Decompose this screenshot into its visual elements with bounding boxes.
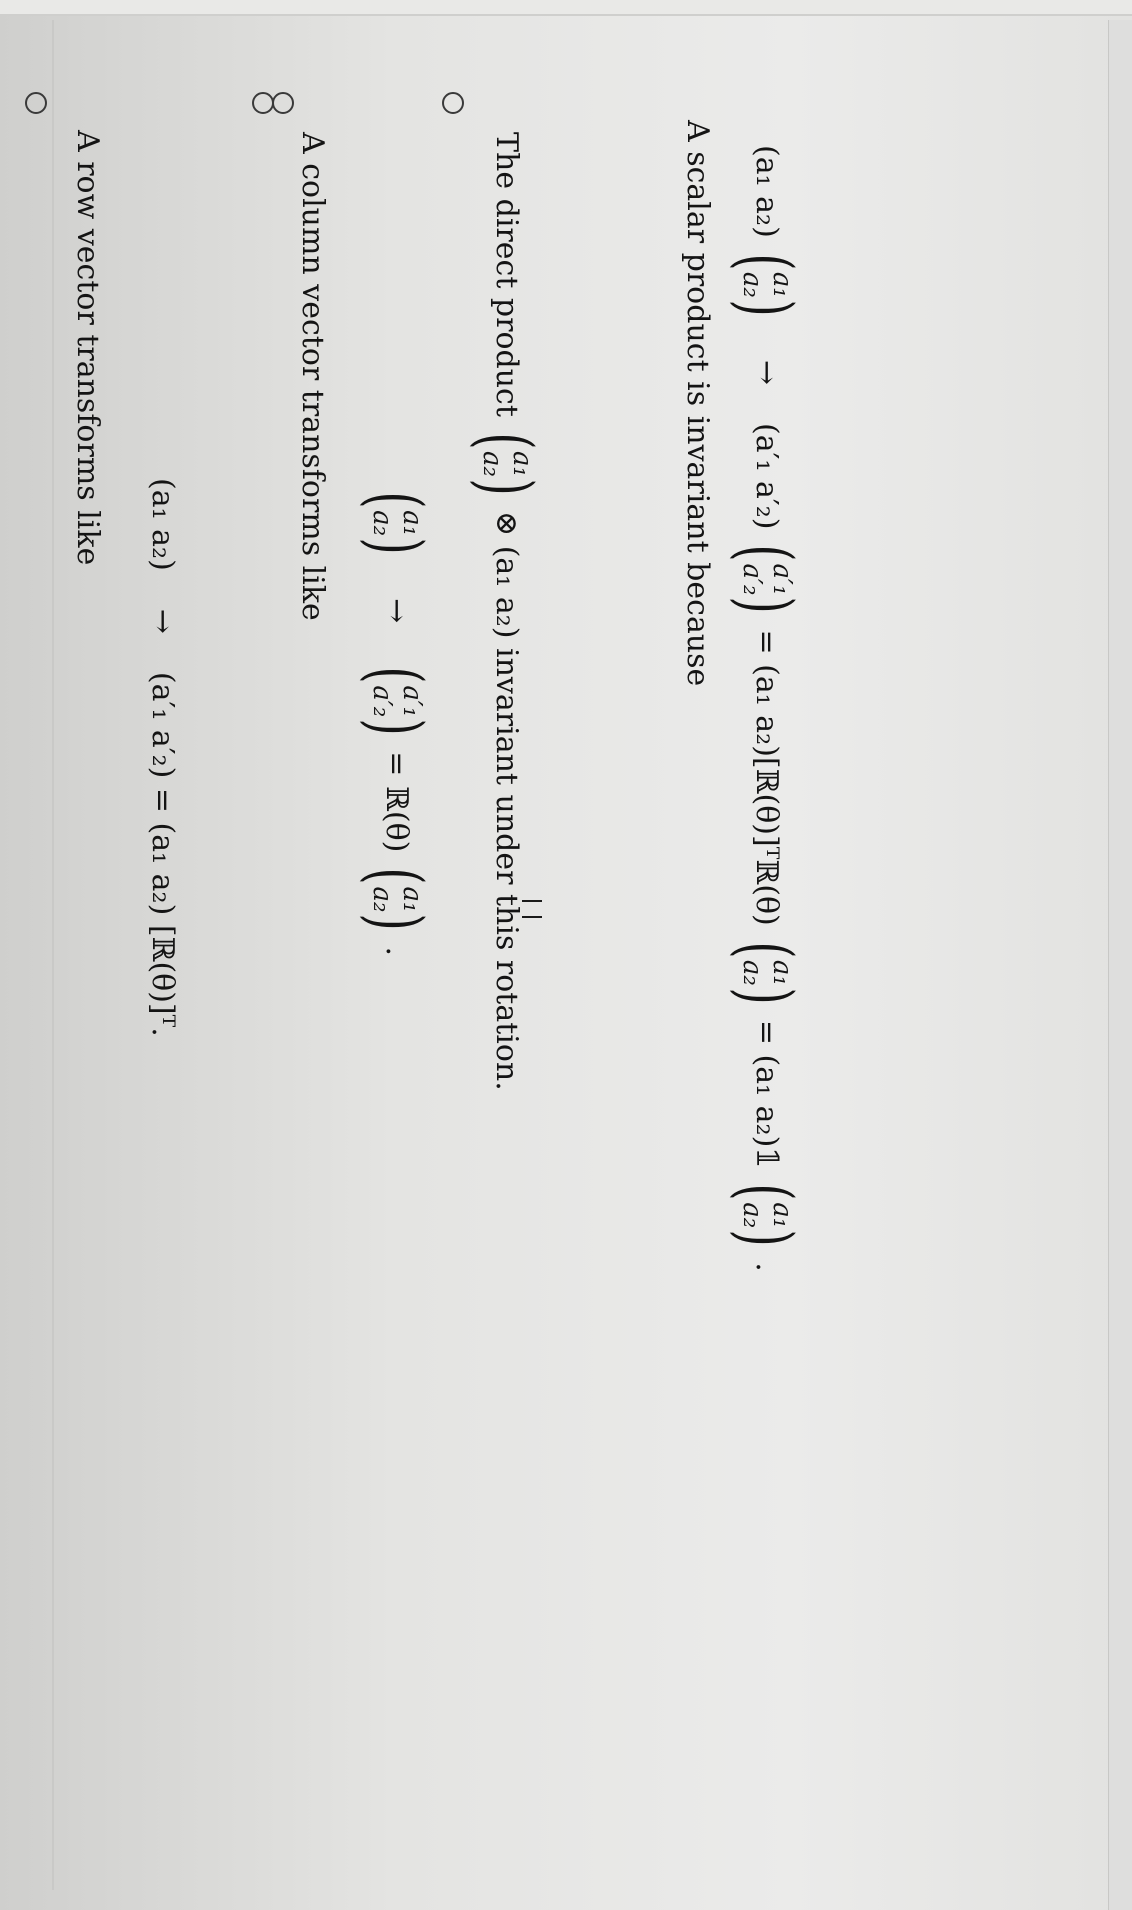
row-vector-lhs: (a₁ a₂) xyxy=(145,478,180,571)
direct-product-label: The direct product xyxy=(489,132,524,417)
column-vector-rhs: ( a₁ a₂ ) xyxy=(354,867,438,931)
scalar-rotation-expansion: = (a₁ a₂)[ℝ(θ)]ᵀℝ(θ) xyxy=(749,629,784,926)
radio-option-4[interactable] xyxy=(272,92,294,114)
direct-product-vector: ( a₁ a₂ ) xyxy=(464,432,548,496)
radio-option-2[interactable] xyxy=(252,92,274,114)
direct-product-rest: ⊗ (a₁ a₂) invariant under this rotation. xyxy=(489,511,524,1091)
scalar-column-vector-2: ( a₁ a₂ ) xyxy=(724,941,808,1005)
item-3-text xyxy=(464,132,548,1091)
item-1-equation xyxy=(145,478,180,1037)
scalar-identity: = (a₁ a₂)𝟙 xyxy=(749,1019,784,1169)
radio-option-1[interactable] xyxy=(25,92,47,114)
row-vector-rhs: (a′₁ a′₂) = (a₁ a₂) [ℝ(θ)]ᵀ. xyxy=(145,671,180,1037)
equation-period: . xyxy=(749,1262,784,1272)
item-4-equation xyxy=(724,145,808,1272)
scalar-column-vector: ( a₁ a₂ ) xyxy=(724,253,808,317)
radio-option-3[interactable] xyxy=(442,92,464,114)
column-vector-lhs: ( a₁ a₂ ) xyxy=(354,491,438,555)
item-2-equation xyxy=(354,486,438,957)
column-vector-mid: ( a′₁ a′₂ ) xyxy=(354,666,438,736)
scalar-row-vector-primed: (a′₁ a′₂) xyxy=(749,423,784,530)
scalar-column-vector-primed: ( a′₁ a′₂ ) xyxy=(724,545,808,614)
item-4-text: A scalar product is invariant because xyxy=(680,120,715,687)
transform-arrow: → xyxy=(749,359,784,386)
item-2-text: A column vector transforms like xyxy=(295,132,330,621)
equation-period: . xyxy=(379,946,414,957)
scalar-column-vector-3: ( a₁ a₂ ) xyxy=(724,1183,808,1247)
transform-arrow: → xyxy=(145,608,180,634)
equals-rotation: = ℝ(θ) xyxy=(379,751,414,853)
text-cursor-icon xyxy=(522,900,542,918)
scalar-row-vector: (a₁ a₂) xyxy=(749,145,784,238)
transform-arrow: → xyxy=(379,598,414,624)
item-1-text: A row vector transforms like xyxy=(70,130,105,566)
